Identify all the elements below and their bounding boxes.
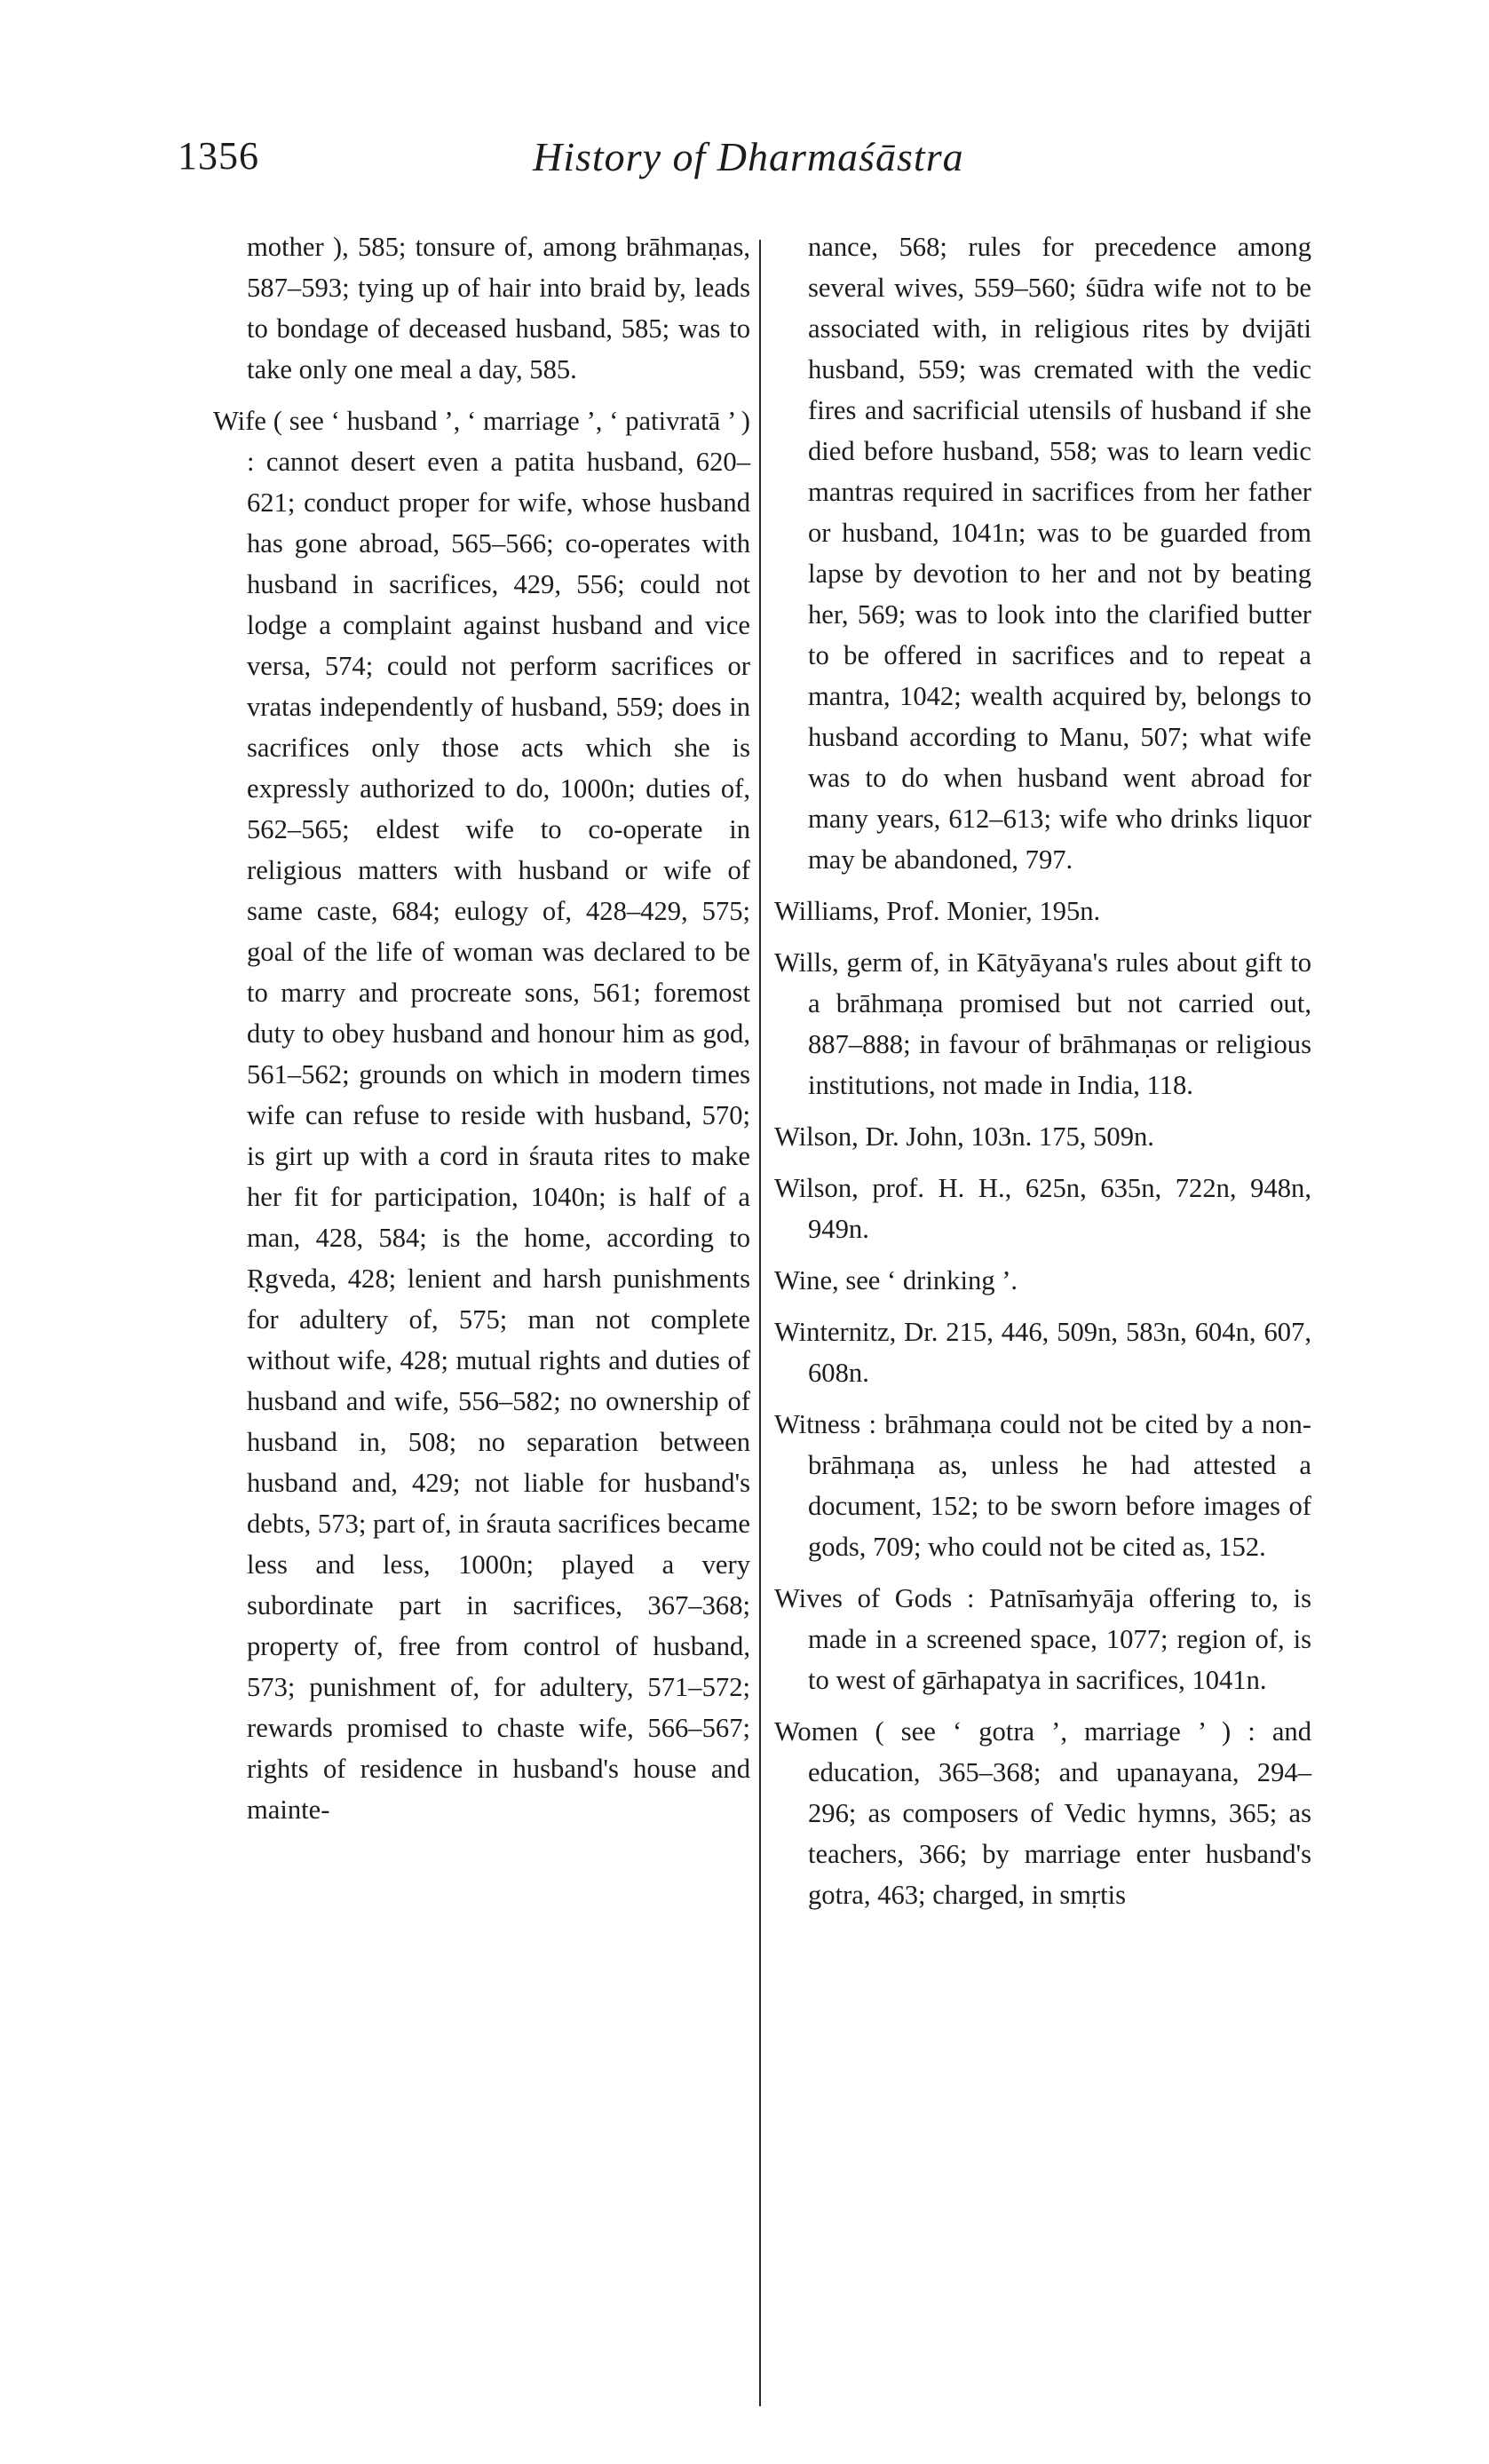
index-entry: Witness : brāhmaṇa could not be cited by a non-brāhmaṇa as, unless he had attested a document, 152; to be sworn before images of gods, 709; who could not be cited as, 152. [774, 1409, 1311, 1562]
index-entry: Wives of Gods : Patnīsaṁyāja offering to, is made in a screened space, 1077; region of, is to west of gārhapatya in sacrifices, 1041n. [774, 1583, 1311, 1695]
running-title: History of Dharmaśāstra [533, 134, 964, 179]
left-column [213, 226, 750, 1841]
index-entry: Wine, see ‘ drinking ’. [774, 1265, 1018, 1295]
index-entry: Wilson, prof. H. H., 625n, 635n, 722n, 948n, 949n. [774, 1173, 1311, 1244]
index-entry: Women ( see ‘ gotra ’, marriage ’ ) : and education, 365–368; and upanayana, 294–296; as composers of Vedic hymns, 365; as teachers, 366; by marriage enter husband's gotra, 463; charged, in smṛtis [774, 1716, 1311, 1910]
page-number: 1356 [178, 134, 259, 178]
index-entry: Wilson, Dr. John, 103n. 175, 509n. [774, 1121, 1154, 1152]
right-column [774, 226, 1311, 1926]
index-entry: nance, 568; rules for precedence among several wives, 559–560; śūdra wife not to be associated with, in religious rites by dvijāti husband, 559; was cremated with the vedic fires and sacrificial utensils of husband if she died before husband, 558; was to learn vedic mantras required in sacrifices from her father or husband, 1041n; was to be guarded from lapse by devotion to her and not by beating her, 569; was to look into the clarified butter to be offered in sacrifices and to repeat a mantra, 1042; wealth acquired by, belongs to husband according to Manu, 507; what wife was to do when husband went abroad for many years, 612–613; wife who drinks liquor may be abandoned, 797. [808, 232, 1311, 875]
page-header [178, 133, 1358, 204]
index-entry: Wills, germ of, in Kātyāyana's rules about gift to a brāhmaṇa promised but not carried out, 887–888; in favour of brāhmaṇas or religious institutions, not made in India, 118. [774, 947, 1311, 1100]
column-divider [759, 240, 761, 2406]
index-entry: Williams, Prof. Monier, 195n. [774, 896, 1101, 926]
index-entry: Wife ( see ‘ husband ’, ‘ marriage ’, ‘ pativratā ’ ) : cannot desert even a patita husband, 620–621; conduct proper for wife, whose husband has gone abroad, 565–566; co-operates with husband in sacrifices, 429, 556; could not lodge a complaint against husband and vice versa, 574; could not perform sacrifices or vratas independently of husband, 559; does in sacrifices only those acts which she is expressly authorized to do, 1000n; duties of, 562–565; eldest wife to co-operate in religious matters with husband or wife of same caste, 684; eulogy of, 428–429, 575; goal of the life of woman was declared to be to marry and procreate sons, 561; foremost duty to obey husband and honour him as god, 561–562; grounds on which in modern times wife can refuse to reside with husband, 570; is girt up with a cord in śrauta rites to make her fit for participation, 1040n; is half of a man, 428, 584; is the home, according to Ṛgveda, 428; lenient and harsh punishments for adultery of, 575; man not complete without wife, 428; mutual rights and duties of husband and wife, 556–582; no ownership of husband in, 508; no separation between husband and, 429; not liable for husband's debts, 573; part of, in śrauta sacrifices became less and less, 1000n; played a very subordinate part in sacrifices, 367–368; property of, free from control of husband, 573; punishment of, for adultery, 571–572; rewards promised to chaste wife, 566–567; rights of residence in husband's house and mainte- [213, 406, 750, 1825]
index-entry: mother ), 585; tonsure of, among brāhmaṇas, 587–593; tying up of hair into braid by, leads to bondage of deceased husband, 585; was to take only one meal a day, 585. [247, 232, 750, 384]
index-entry: Winternitz, Dr. 215, 446, 509n, 583n, 604n, 607, 608n. [774, 1317, 1311, 1388]
